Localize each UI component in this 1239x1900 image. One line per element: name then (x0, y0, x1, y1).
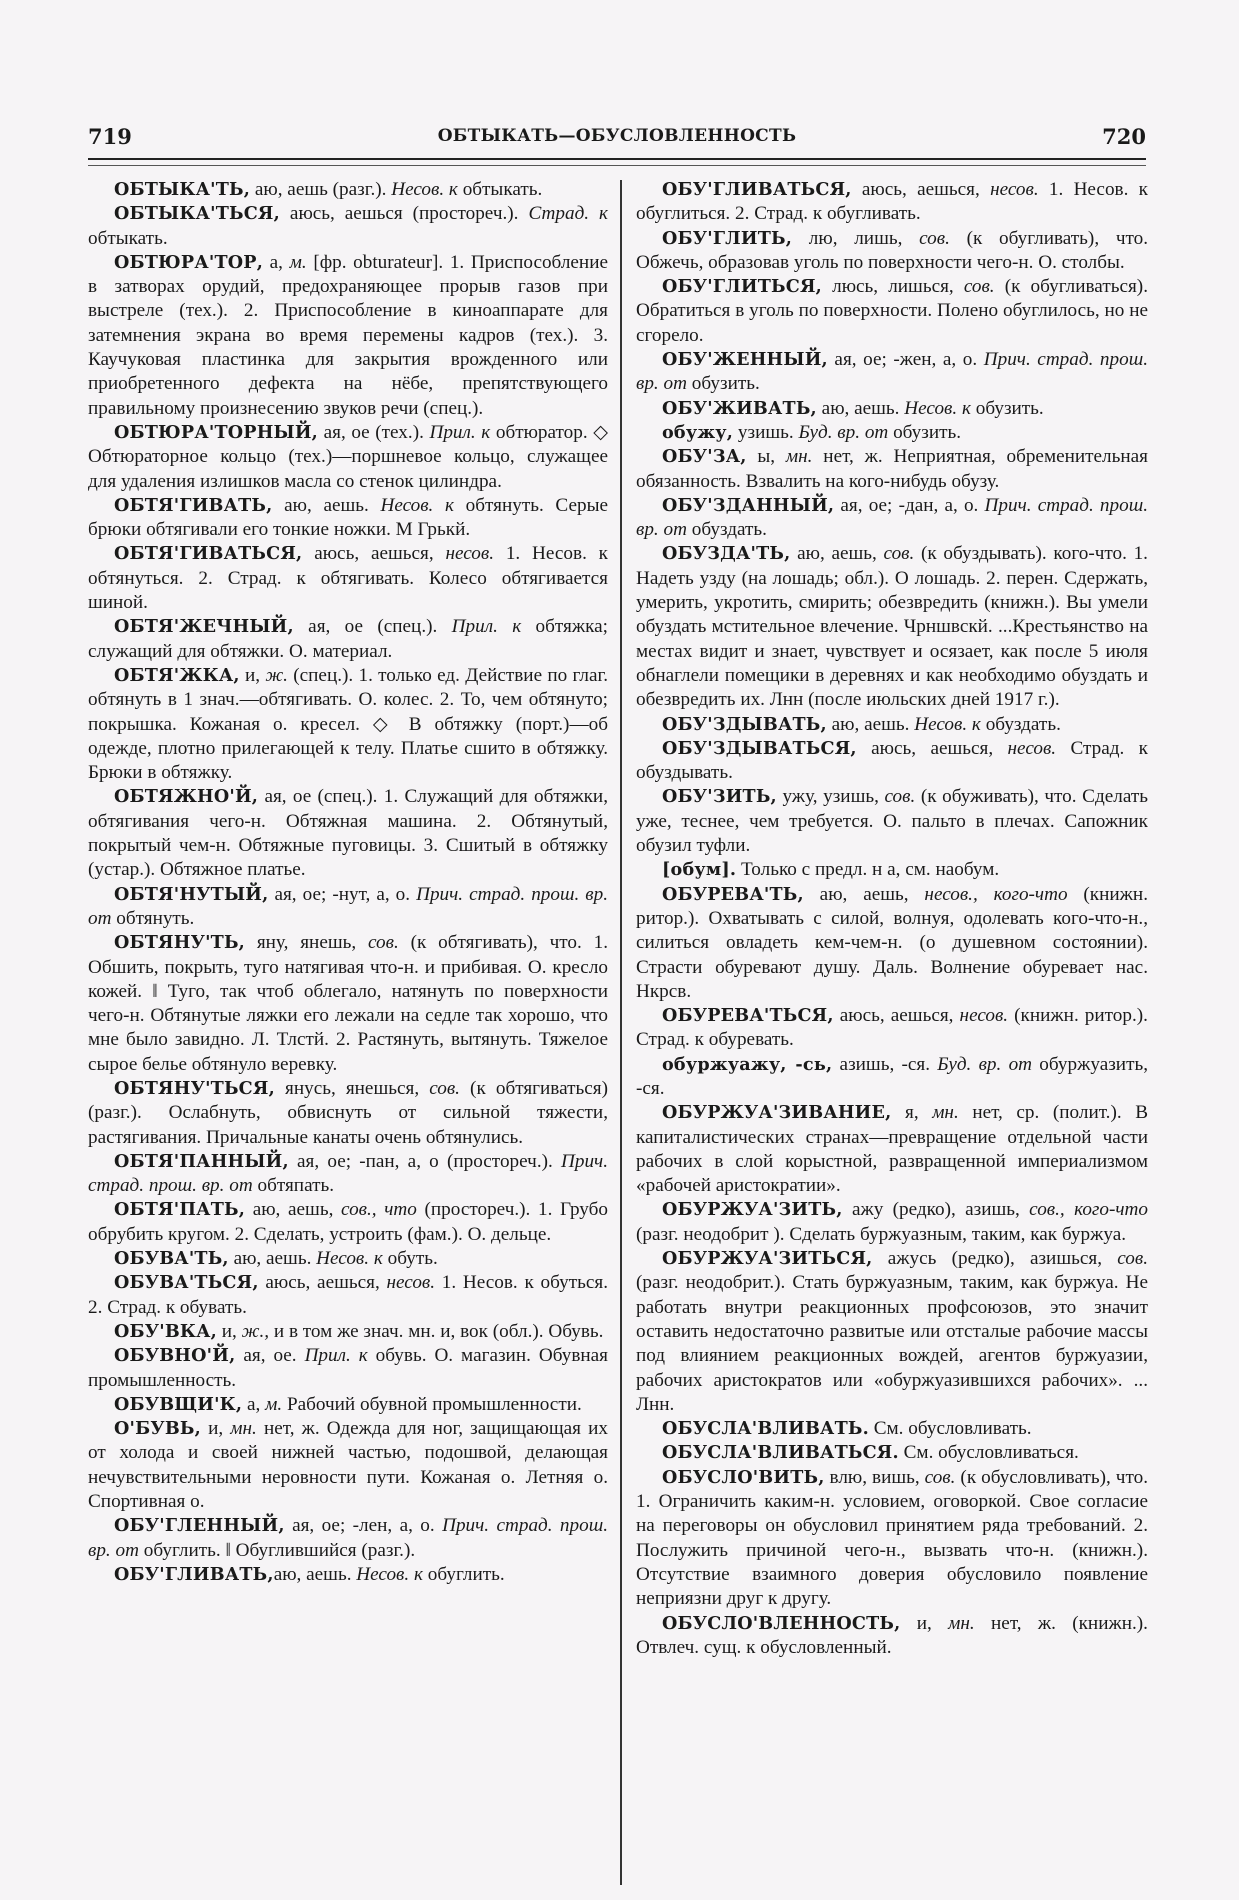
entry-label: сов. (924, 1466, 956, 1488)
dictionary-entry (636, 785, 1148, 858)
headword: ОБУ'ЗА, (662, 446, 747, 468)
entry-definition: обтяпать. (252, 1175, 335, 1197)
dictionary-entry (88, 421, 608, 494)
entry-definition: обтыкать. (457, 179, 543, 200)
entry-grammar: и, (239, 664, 266, 686)
entry-grammar: ая, ое (спец.). (293, 616, 452, 638)
entry-definition: (к обугливаться). Обратиться в уголь по поверхности. Полено обуглилось, но не сгорело. (636, 276, 1148, 346)
dictionary-entry (636, 1247, 1148, 1417)
headword: ОБУРЖУА'ЗИВАНИЕ, (662, 1102, 892, 1124)
entry-grammar: аю, аешь, (803, 883, 925, 905)
entry-grammar: аюсь, аешься, (833, 1005, 960, 1027)
entry-definition: (разг. неодобрит.). Стать буржуазным, таким, как буржуа. Не работать внутри реакционных профсоюзов, это значит оставить недостаточно развитые или отсталые рабочие массы под влиянием реакционных вождей, агентов буржуазии, рабочих аристократов или «обуржуазившихся рабочих». ... Лнн. (636, 1272, 1148, 1415)
entry-label: сов. (429, 1077, 460, 1099)
dictionary-entry (88, 542, 608, 615)
headword: ОБТЯЖНО'Й, (114, 786, 259, 808)
running-head: ОБТЫКАТЬ—ОБУСЛОВЛЕННОСТЬ (437, 126, 797, 146)
dictionary-entry (636, 494, 1148, 543)
entry-label: мн. (785, 446, 813, 468)
dictionary-entry (88, 785, 608, 882)
dictionary-entry (88, 615, 608, 664)
entry-label: Страд. к (528, 203, 609, 225)
entry-definition: обуглить. ‖ Обуглившийся (разг.). (138, 1539, 416, 1561)
page-header (88, 124, 1146, 152)
headword: ОБУ'ЖИВАТЬ, (662, 397, 817, 419)
entry-grammar: аю, аешь. (826, 713, 915, 735)
entry-definition: 1. Служащий для обтяжки, обтягивания чего-н. Обтяжная машина. 2. Обтянутый, покрытый чем-н. Обтяжные пуговицы. 3. Сшитый в обтяжку (устар.). Обтяжное платье. (88, 786, 608, 881)
dictionary-entry (636, 1466, 1148, 1612)
page-number-right: 720 (1102, 124, 1146, 149)
entry-definition: нет, ж. (книжн.). Отвлеч. сущ. к обусловленный. (636, 1612, 1148, 1658)
entry-definition: обузить. (970, 397, 1044, 419)
entry-definition: (книжн. ритор.). Охватывать с силой, волнуя, одолевать кого-что-н., силиться овладеть кем-чем-н. (о душевном состоянии). Страсти обуревают душу. Даль. Волнение обуревает нас. Нкрсв. (636, 883, 1148, 1002)
entry-definition: (разг. неодобрит ). Сделать буржуазным, таким, как буржуа. (636, 1223, 1127, 1245)
entry-definition: нет, ср. (полит.). В капиталистических странах—превращение отдельной части рабочих в слой корыстной, развращенной империализмом «рабочей аристократии». (636, 1102, 1148, 1197)
dictionary-entry (636, 737, 1148, 786)
entry-label: несов. (959, 1005, 1009, 1027)
dictionary-entry (88, 1344, 608, 1393)
entry-definition: (простореч.). 1. Грубо обрубить кругом. 2. Сделать, устроить (фам.). О. дельце. (88, 1199, 608, 1245)
entry-grammar: ая, ое; -нут, а, о. (268, 883, 417, 905)
headword: обужу, (662, 421, 734, 443)
entry-label: сов. (1117, 1248, 1148, 1270)
dictionary-entry (636, 883, 1148, 1004)
entry-grammar: аю, аешь (разг.). (250, 179, 392, 200)
headword: ОБУ'ЗИТЬ, (662, 786, 777, 808)
entry-label: Несов. к (914, 713, 981, 735)
entry-label: Прич. страд. прош. вр. от (636, 494, 1148, 541)
entry-label: Несов. к (391, 179, 458, 200)
entry-definition: Рабочий обувной промышленности. (282, 1393, 582, 1415)
dictionary-entry (636, 858, 1148, 882)
entry-definition: обувь. О. магазин. Обувная промышленность. (88, 1345, 608, 1391)
entry-grammar: ая, ое; -лен, а, о. (284, 1515, 443, 1537)
dictionary-entry (88, 1417, 608, 1514)
headword: ОБТЯ'НУТЫЙ, (114, 883, 269, 905)
dictionary-entry (88, 1271, 608, 1320)
dictionary-entry (88, 202, 608, 251)
entry-grammar: ужу, узишь, (776, 786, 885, 808)
entry-grammar: ажу (редко), азишь, (842, 1199, 1030, 1221)
dictionary-entry (636, 397, 1148, 421)
dictionary-entry (88, 1077, 608, 1150)
entry-grammar: ажусь (редко), азишься, (872, 1248, 1118, 1270)
dictionary-entry (636, 178, 1148, 227)
entry-grammar: я, (891, 1102, 933, 1124)
entry-definition: обтянуть. (111, 907, 195, 929)
headword: ОБУ'ЗДЫВАТЬ, (662, 713, 827, 735)
dictionary-entry (88, 1563, 608, 1587)
dictionary-entry (88, 1247, 608, 1271)
headword: ОБТЯ'ЖЕЧНЫЙ, (114, 616, 294, 638)
entry-definition: (к обуживать), что. Сделать уже, теснее, чем требуется. О. пальто в плечах. Сапожник обузил туфли. (636, 786, 1148, 857)
headword: ОБУСЛА'ВЛИВАТЬСЯ. (662, 1442, 899, 1464)
headword: ОБУ'ЖЕННЫЙ, (662, 349, 828, 371)
entry-label: м. (289, 251, 307, 273)
dictionary-entry (636, 227, 1148, 276)
entry-label: сов. (368, 932, 399, 954)
entry-definition: (к обусловливать), что. 1. Ограничить каким-н. условием, оговоркой. Свое согласие на переговоры он обусловил принятием ряда требований. 2. Послужить причиной чего-н., вызвать что-н. (книжн.). Отсутствие взаимного доверия обусловило появление неприязни друг к другу. (636, 1466, 1148, 1610)
entry-grammar: азишь, -ся. (832, 1053, 938, 1075)
dictionary-entry (636, 275, 1148, 348)
headword: ОБУ'ГЛИВАТЬ, (114, 1563, 274, 1585)
entry-definition: обуржуазить, -ся. (636, 1053, 1148, 1099)
entry-definition: (к обуздывать). кого-что. 1. Надеть узду (на лошадь; обл.). О лошадь. 2. перен. Сдержать, умерить, укротить, смирить; обезвредить (книжн.). Вы умели обуздать мстительное влечение. Чрншвскй. ...Крестьянство на местах видит и знает, чувствует и осязает, как после 5 июля обнаглели помещики в деревнях и как необходимо обуздать и обезвредить их. Лнн (после июльских дней 1917 г.). (636, 543, 1148, 711)
right-column (636, 178, 1148, 1660)
dictionary-entry (88, 178, 608, 202)
dictionary-entry (88, 883, 608, 932)
dictionary-entry (636, 1198, 1148, 1247)
entry-label: сов., кого-что (1029, 1199, 1148, 1221)
headword: ОБУ'ГЛИТЬСЯ, (662, 276, 823, 298)
entry-label: сов. (883, 543, 915, 565)
entry-grammar: аю, аешь. (272, 494, 381, 516)
entry-label: несов. (386, 1272, 436, 1294)
entry-grammar: См. обусловливаться. (898, 1442, 1079, 1464)
entry-grammar: а, (242, 1393, 266, 1415)
entry-label: Прич. страд. прош. вр. от (636, 349, 1148, 395)
dictionary-entry (636, 1417, 1148, 1441)
dictionary-entry (636, 1053, 1148, 1102)
entry-label: Прил. к (429, 421, 491, 443)
entry-grammar: янусь, янешься, (274, 1077, 430, 1099)
headword: ОБУ'ЗДАННЫЙ, (662, 494, 835, 516)
entry-definition: обуть. (382, 1248, 438, 1270)
entry-definition: обузить. (686, 373, 760, 395)
entry-definition: 1. Несов. к обтянуться. 2. Страд. к обтягивать. Колесо обтягивается шиной. (88, 543, 608, 614)
dictionary-entry (88, 494, 608, 543)
entry-grammar: и, (200, 1418, 231, 1440)
entry-grammar: ая, ое (тех.). (318, 421, 430, 443)
entry-grammar: ая, ое; -жен, а, о. (827, 349, 984, 371)
entry-grammar: узишь. (733, 421, 799, 443)
dictionary-entry (636, 542, 1148, 712)
entry-definition: (к обтягивать), что. 1. Обшить, покрыть, туго натягивая что-н. и прибивая. О. кресло кожей. ‖ Туго, так чтоб облегало, натянуть по поверхности чего-н. Обтянутые ляжки его лежали на седле так хорошо, что мне было завидно. Л. Тлстй. 2. Растянуть, вытянуть. Тяжелое сырое белье обтянуло веревку. (88, 932, 609, 1075)
column-divider (620, 180, 622, 1885)
headword: О'БУВЬ, (114, 1418, 201, 1440)
entry-definition: (к обугливать), что. Обжечь, образовав уголь по поверхности чего-н. О. столбы. (636, 227, 1148, 273)
entry-label: м. (265, 1393, 283, 1415)
dictionary-entry (636, 1101, 1148, 1198)
entry-grammar: аюсь, аешься, (856, 737, 1008, 759)
entry-grammar: и, (900, 1612, 949, 1634)
dictionary-entry (636, 1004, 1148, 1053)
entry-label: несов., кого-что (924, 883, 1068, 905)
entry-definition: нет, ж. Неприятная, обременительная обязанность. Взвалить на кого-нибудь обузу. (636, 446, 1148, 492)
entry-grammar: ая, ое; -пан, а, о (простореч.). (288, 1150, 561, 1172)
entry-label: Прич. страд. прош. вр. от (88, 1515, 608, 1561)
headword: ОБУСЛА'ВЛИВАТЬ. (662, 1418, 869, 1440)
headword: ОБУСЛО'ВИТЬ, (662, 1466, 825, 1488)
headword: ОБУРЖУА'ЗИТЬСЯ, (662, 1248, 873, 1270)
entry-label: сов. (884, 786, 916, 808)
entry-label: Прич. страд. прош. вр. от (88, 1150, 608, 1197)
entry-grammar: лю, лишь, (792, 227, 920, 249)
headword: ОБТЮРА'ТОР, (114, 251, 264, 273)
dictionary-entry (88, 1393, 608, 1417)
headword: ОБУВЩИ'К, (114, 1393, 243, 1415)
dictionary-entry (636, 421, 1148, 445)
headword: ОБУ'ГЛИВАТЬСЯ, (662, 179, 852, 200)
entry-label: Несов. к (356, 1563, 423, 1585)
entry-label: Буд. вр. от (937, 1053, 1033, 1075)
headword: ОБУВА'ТЬ, (114, 1248, 229, 1270)
headword: ОБТЯНУ'ТЬ, (114, 932, 245, 954)
entry-grammar: аюсь, аешься, (302, 543, 446, 565)
entry-grammar: влю, вишь, (824, 1466, 925, 1488)
entry-label: мн. (230, 1418, 257, 1440)
entry-grammar: и, (216, 1320, 242, 1342)
headword: ОБТЯ'ГИВАТЬ, (114, 494, 273, 516)
entry-grammar: аю, аешь, (245, 1199, 342, 1221)
entry-definition: обуздать. (980, 713, 1061, 735)
entry-definition: обуздать. (686, 519, 767, 541)
entry-grammar: ая, ое (спец.). (258, 786, 384, 808)
left-column (88, 178, 608, 1587)
entry-label: ж., (241, 1320, 270, 1342)
entry-grammar: а, (263, 251, 290, 273)
entry-grammar: аю, аешь. (273, 1563, 357, 1585)
dictionary-entry (88, 1198, 608, 1247)
dictionary-entry (88, 1514, 608, 1563)
headword: ОБТЯ'ГИВАТЬСЯ, (114, 543, 303, 565)
entry-label: Несов. к (380, 494, 454, 516)
entry-definition: 1. Несов. к обуглиться. 2. Страд. к обугливать. (636, 179, 1148, 225)
headword: ОБТЫКА'ТЬ, (114, 179, 251, 200)
entry-definition: обуглить. (422, 1563, 505, 1585)
entry-label: Прил. к (304, 1345, 368, 1367)
entry-label: Несов. к (904, 397, 971, 419)
dictionary-entry (88, 931, 608, 1077)
entry-grammar: ая, ое. (235, 1345, 305, 1367)
headword: ОБУРЕВА'ТЬ, (662, 883, 804, 905)
entry-grammar: аю, аешь. (228, 1248, 317, 1270)
entry-grammar: аюсь, аешься (простореч.). (279, 203, 529, 225)
headword: ОБТЮРА'ТОРНЫЙ, (114, 421, 319, 443)
entry-grammar: Только с предл. н а, см. наобум. (736, 859, 1000, 881)
headword: обуржуажу, -сь, (662, 1053, 833, 1075)
entry-label: Прил. к (451, 616, 522, 638)
entry-definition: обтыкать. (88, 227, 168, 249)
entry-grammar: ая, ое; -дан, а, о. (834, 494, 985, 516)
entry-grammar: ы, (746, 446, 786, 468)
dictionary-entry (636, 445, 1148, 494)
entry-definition: и в том же знач. мн. и, вок (обл.). Обувь. (269, 1320, 604, 1342)
entry-grammar: аю, аешь. (816, 397, 905, 419)
entry-definition: [фр. obturateur]. 1. Приспособление в затворах орудий, предохраняющее прорыв газов при выстреле (тех.). 2. Приспособление в киноаппарате для затемнения экрана во время перемены кадров (тех.). 3. Каучуковая пластинка для закрытия врожденного или приобретенного дефекта на нёбе, препятствующего правильному произнесению звуков речи (спец.). (88, 251, 608, 419)
headword: ОБУЗДА'ТЬ, (662, 543, 791, 565)
headword: ОБТЯ'ПАННЫЙ, (114, 1150, 289, 1172)
headword: ОБУВНО'Й, (114, 1345, 236, 1367)
entry-label: сов. (919, 227, 950, 249)
entry-definition: обтяжка; служащий для обтяжки. О. материал. (88, 616, 609, 662)
dictionary-entry (636, 348, 1148, 397)
entry-label: мн. (932, 1102, 959, 1124)
entry-definition: (спец.). 1. только ед. Действие по глаг. обтянуть в 1 знач.—обтягивать. О. колес. 2. То, чем обтянуто; покрышка. Кожаная о. кресел. ◇ В обтяжку (порт.)—об одежде, плотно прилегающей к телу. Платье сшито в обтяжку. Брюки в обтяжку. (88, 664, 608, 784)
entry-label: Прич. страд. прош. вр. от (88, 883, 609, 929)
dictionary-entry (636, 1612, 1148, 1661)
dictionary-entry (88, 664, 608, 785)
entry-definition: Страд. к обуздывать. (636, 737, 1148, 784)
headword: ОБУРЕВА'ТЬСЯ, (662, 1005, 834, 1027)
headword: ОБУ'ВКА, (114, 1320, 217, 1342)
entry-definition: (книжн. ритор.). Страд. к обуревать. (636, 1005, 1148, 1051)
page-number-left: 719 (88, 124, 132, 149)
header-double-rule (88, 158, 1146, 166)
entry-grammar: аюсь, аешься, (258, 1272, 387, 1294)
headword: ОБТЯ'ЖКА, (114, 664, 240, 686)
entry-label: несов. (1007, 737, 1057, 759)
entry-grammar: яну, янешь, (245, 932, 369, 954)
headword: ОБУВА'ТЬСЯ, (114, 1272, 259, 1294)
entry-definition: (к обтягиваться) (разг.). Ослабнуть, обвиснуть от сильной тяжести, растягивания. Причальные канаты очень обтянулись. (88, 1077, 608, 1148)
entry-label: мн. (948, 1612, 975, 1634)
entry-label: несов. (445, 543, 495, 565)
entry-definition: обтюратор. ◇ Обтюраторное кольцо (тех.)—поршневое кольцо, служащее для удаления излишков масла со стенок цилиндра. (88, 421, 609, 492)
entry-label: несов. (990, 179, 1039, 200)
headword: ОБТЯНУ'ТЬСЯ, (114, 1077, 275, 1099)
entry-label: Буд. вр. от (798, 421, 889, 443)
headword: ОБУ'ГЛЕННЫЙ, (114, 1515, 285, 1537)
dictionary-entry (636, 1441, 1148, 1465)
headword: ОБУ'ЗДЫВАТЬСЯ, (662, 737, 857, 759)
entry-grammar: См. обусловливать. (868, 1418, 1032, 1440)
headword: ОБТЫКА'ТЬСЯ, (114, 203, 280, 225)
entry-definition: обузить. (888, 421, 962, 443)
entry-label: ж. (265, 664, 288, 686)
entry-definition: обтянуть. Серые брюки обтягивали его тонкие ножки. М Грькй. (88, 494, 608, 541)
entry-definition: нет, ж. Одежда для ног, защищающая их от холода и своей нижней частью, подошвой, делающая нечувствительными неровности пути. Кожаная о. Летняя о. Спортивная о. (88, 1418, 608, 1513)
entry-label: сов., что (341, 1199, 417, 1221)
entry-label: Несов. к (316, 1248, 383, 1270)
entry-label: сов. (963, 276, 995, 298)
entry-definition: 1. Несов. к обуться. 2. Страд. к обувать. (88, 1272, 608, 1318)
dictionary-entry (88, 251, 608, 421)
dictionary-entry (88, 1150, 608, 1199)
headword: ОБУСЛО'ВЛЕННОСТЬ, (662, 1612, 901, 1634)
entry-grammar: люсь, лишься, (822, 276, 964, 298)
headword: [обум]. (662, 859, 737, 881)
headword: ОБТЯ'ПАТЬ, (114, 1199, 246, 1221)
headword: ОБУРЖУА'ЗИТЬ, (662, 1199, 843, 1221)
headword: ОБУ'ГЛИТЬ, (662, 227, 793, 249)
entry-grammar: аю, аешь, (790, 543, 884, 565)
entry-grammar: аюсь, аешься, (851, 179, 991, 200)
dictionary-entry (636, 713, 1148, 737)
dictionary-entry (88, 1320, 608, 1344)
